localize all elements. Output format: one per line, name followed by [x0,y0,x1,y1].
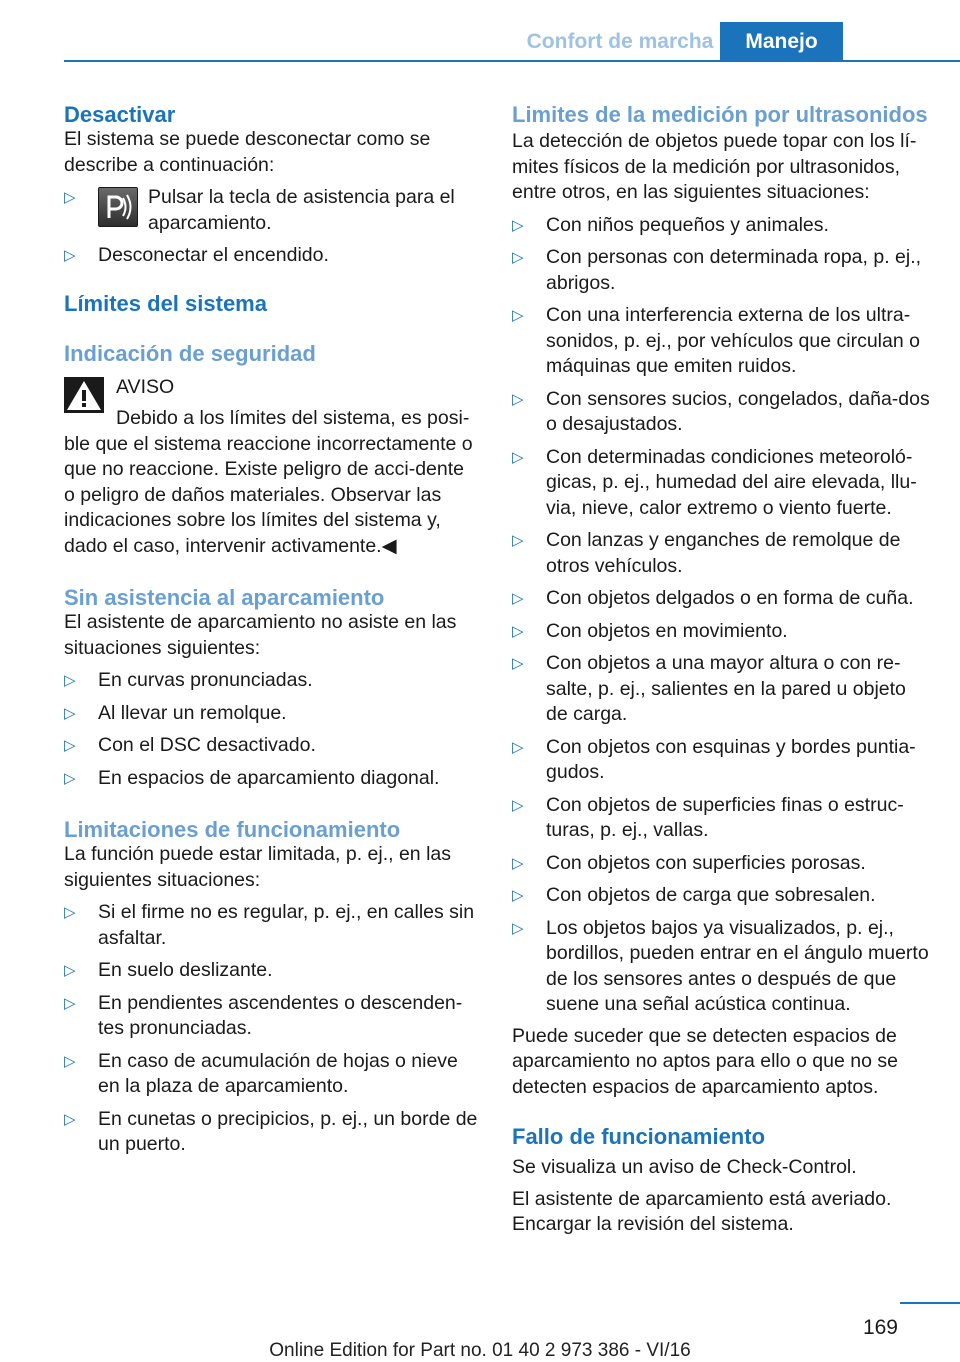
bullet-icon: ▷ [64,247,76,264]
list-item-text: Con objetos delgados o en forma de cuña. [546,587,914,609]
list-item-text: Con lanzas y enganches de remolque de otros vehículos. [546,529,901,577]
list-item [64,1049,480,1100]
bullet-icon: ▷ [64,994,76,1012]
bullet-icon: ▷ [512,532,524,549]
bullet-icon: ▷ [64,962,76,979]
bullet-icon: ▷ [64,189,76,206]
list-item-text: Con objetos a una mayor altura o con re-salte, p. ej., salientes en la pared u objeto de carga. [546,652,906,725]
list-item-text: Con una interferencia externa de los ultra-sonidos, p. ej., por vehículos que circulan o máquinas que emiten ruidos. [546,304,920,377]
bullet-icon: ▷ [512,796,524,814]
list-item [64,900,480,951]
list-item-text: En espacios de aparcamiento diagonal. [98,766,440,789]
list-item [512,303,930,380]
parking-assistant-button-icon [98,187,138,227]
chapter-tab: Manejo [720,22,843,62]
list-item [64,668,480,694]
list-item-text: Desconectar el encendido. [98,244,329,266]
warning-block [64,375,480,401]
list-item-text: En caso de acumulación de hojas o nieve en la plaza de aparcamiento. [98,1049,458,1097]
list-item-text: En curvas pronunciadas. [98,669,313,691]
list-item-text: En pendientes ascendentes o descenden-tes pronunciadas. [98,991,463,1039]
bullet-icon: ▷ [64,737,76,754]
list-item-text: Los objetos bajos ya visualizados, p. ej., bordillos, pueden entrar en el ángulo muerto de los sensores antes o después de que suene una señal acústica continua. [546,916,929,1015]
limitaciones-heading: Limitaciones de funcionamiento [64,817,401,842]
desactivar-intro: El sistema se puede desconectar como se describe a continuación: [64,128,431,176]
fallo-heading: Fallo de funcionamiento [512,1124,766,1149]
bullet-icon: ▷ [512,307,524,324]
footer-rule [900,1302,960,1304]
bullet-icon: ▷ [512,249,524,266]
header-rule [64,60,960,62]
sin-asistencia-heading: Sin asistencia al aparcamiento [64,585,385,610]
list-item [64,958,480,984]
bullet-icon: ▷ [512,448,524,466]
list-item [512,445,930,522]
list-item-text: Pulsar la tecla de asistencia para el aparcamiento. [148,186,455,234]
bullet-icon: ▷ [512,390,524,408]
desactivar-list [64,185,480,269]
list-item-text: Con objetos de superficies finas o estruc-turas, p. ej., vallas. [546,793,904,841]
list-item [512,883,930,909]
bullet-icon: ▷ [64,1052,76,1070]
list-item [64,185,480,236]
list-item [64,766,480,792]
ultrasonidos-intro: La detección de objetos puede topar con los lí-mites físicos de la medición por ultrasonidos, entre otros, en las siguientes situaciones: [512,130,917,203]
list-item [512,586,930,612]
list-item [64,1107,480,1158]
ultrasonidos-outro: Puede suceder que se detecten espacios de aparcamiento no aptos para ello o que no se detecten espacios de aparcamiento aptos. [512,1024,898,1098]
list-item [512,851,930,877]
bullet-icon: ▷ [64,672,76,689]
list-item-text: Con el DSC desactivado. [98,734,316,756]
list-item-text: Con personas con determinada ropa, p. ej., abrigos. [546,246,922,294]
list-item [512,245,930,296]
list-item-text: En cunetas o precipicios, p. ej., un borde de un puerto. [98,1107,478,1155]
list-item [512,651,930,728]
bullet-icon: ▷ [512,216,524,234]
right-column [512,102,930,1238]
bullet-icon: ▷ [512,622,524,640]
list-item [64,733,480,759]
list-item [512,793,930,844]
list-item [512,916,930,1018]
list-item [512,619,930,645]
sin-asistencia-list [64,668,480,791]
list-item-text: En suelo deslizante. [98,959,273,981]
section-tab: Confort de marcha [526,30,714,53]
desactivar-heading: Desactivar [64,102,176,127]
warning-label: AVISO [116,375,175,398]
bullet-icon: ▷ [64,704,76,722]
warning-text: Debido a los límites del sistema, es posi-ble que el sistema reaccione incorrectamente o que no reaccione. Existe peligro de acci-dente o peligro de daños materiales. Observar las indicaciones sobre los límites del sistema y, dado el caso, intervenir activamente.◀ [64,407,473,557]
left-column [64,102,480,1158]
bullet-icon: ▷ [512,590,524,607]
list-item [512,213,930,239]
list-item [512,387,930,438]
bullet-icon: ▷ [512,738,524,756]
list-item-text: Al llevar un remolque. [98,701,287,724]
list-item [512,528,930,579]
list-item-text: Si el firme no es regular, p. ej., en calles sin asfaltar. [98,901,475,949]
ultrasonidos-list [512,213,930,1018]
ultrasonidos-heading: Limites de la medición por ultrasonidos [512,102,928,127]
page-number: 169 [862,1316,898,1339]
bullet-icon: ▷ [64,769,76,787]
bullet-icon: ▷ [512,854,524,872]
bullet-icon: ▷ [512,655,524,672]
list-item-text: Con objetos con superficies porosas. [546,851,866,874]
bullet-icon: ▷ [512,887,524,904]
edition-footer: Online Edition for Part no. 01 40 2 973 386 - VI/16 [269,1340,691,1361]
list-item [64,991,480,1042]
list-item [64,701,480,727]
seguridad-heading: Indicación de seguridad [64,340,316,366]
list-item-text: Con determinadas condiciones meteoroló-gicas, p. ej., humedad del aire elevada, llu-via, nieve, calor extremo o viento fuerte. [546,445,917,519]
list-item-text: Con objetos con esquinas y bordes puntia-gudos. [546,735,916,783]
limitaciones-list [64,900,480,1158]
list-item [512,735,930,786]
limitaciones-intro: La función puede estar limitada, p. ej., en las siguientes situaciones: [64,843,451,891]
list-item-text: Con sensores sucios, congelados, daña-dos o desajustados. [546,387,930,435]
list-item-text: Con niños pequeños y animales. [546,213,829,236]
bullet-icon: ▷ [512,919,524,937]
bullet-icon: ▷ [64,904,76,921]
list-item-text: Con objetos en movimiento. [546,619,788,642]
limites-heading: Límites del sistema [64,290,267,316]
warning-triangle-icon [64,377,104,413]
sin-asistencia-intro: El asistente de aparcamiento no asiste en las situaciones siguientes: [64,611,457,659]
fallo-paragraph-2: El asistente de aparcamiento está averiado. Encargar la revisión del sistema. [512,1187,892,1235]
bullet-icon: ▷ [64,1110,76,1128]
list-item [64,243,480,269]
fallo-paragraph-1: Se visualiza un aviso de Check-Control. [512,1156,857,1178]
list-item-text: Con objetos de carga que sobresalen. [546,884,876,906]
